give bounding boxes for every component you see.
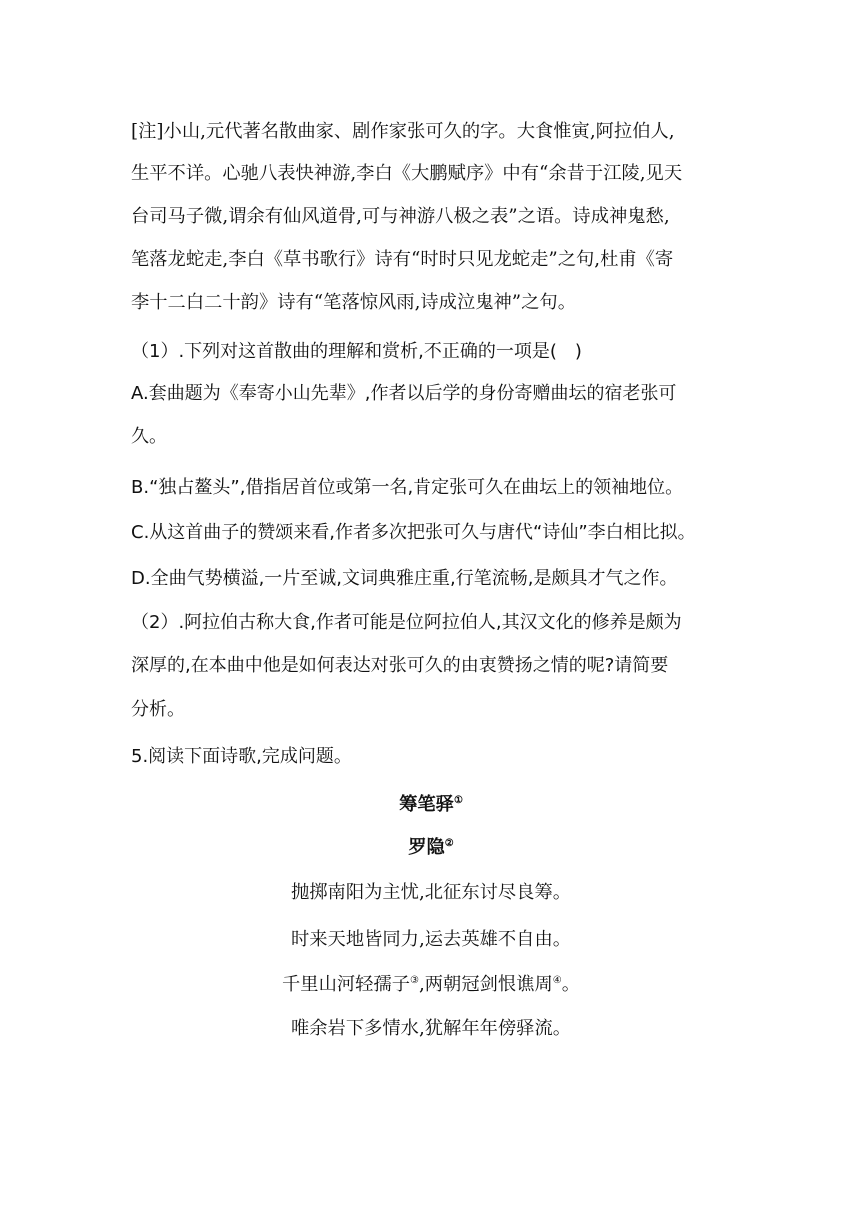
note-line-3: 台司马子微,谓余有仙风道骨,可与神游八极之表”之语。诗成神鬼愁, [131, 206, 670, 227]
poem-line-3-part-b: ,两朝冠剑恨谯周 [418, 974, 553, 995]
option-c: C.从这首曲子的赞颂来看,作者多次把张可久与唐代“诗仙”李白相比拟。 [131, 522, 696, 543]
question-1-stem: （1）.下列对这首散曲的理解和赏析,不正确的一项是( ) [131, 341, 582, 362]
poem-line-3-part-a: 千里山河轻孺子 [282, 974, 410, 995]
poem-line-2: 时来天地皆同力,运去英雄不自由。 [290, 929, 572, 950]
footnote-mark-3: ③ [409, 974, 419, 986]
option-a-line-2: 久。 [131, 426, 167, 447]
question-2-line-1: （2）.阿拉伯古称大食,作者可能是位阿拉伯人,其汉文化的修养是颇为 [131, 612, 682, 633]
poem-line-4: 唯余岩下多情水,犹解年年傍驿流。 [290, 1018, 572, 1039]
poem-title [131, 792, 731, 818]
option-a-line-1: A.套曲题为《奉寄小山先辈》,作者以后学的身份寄赠曲坛的宿老张可 [131, 383, 677, 404]
note-line-5: 李十二白二十韵》诗有“笔落惊风雨,诗成泣鬼神”之句。 [131, 292, 576, 313]
footnote-mark-4: ④ [552, 974, 562, 986]
poem-line-3 [131, 972, 731, 998]
footnote-mark-2: ② [444, 837, 454, 849]
question-2-line-2: 深厚的,在本曲中他是如何表达对张可久的由衷赞扬之情的呢?请简要 [131, 655, 669, 676]
poem-author-text: 罗隐 [408, 837, 445, 858]
poem-line-1: 抛掷南阳为主忧,北征东讨尽良筹。 [290, 882, 572, 903]
question-5-intro: 5.阅读下面诗歌,完成问题。 [131, 746, 352, 767]
note-line-2: 生平不详。心驰八表快神游,李白《大鹏赋序》中有“余昔于江陵,见天 [131, 163, 683, 184]
poem-author [131, 835, 731, 861]
question-2-line-3: 分析。 [131, 699, 185, 720]
note-line-4: 笔落龙蛇走,李白《草书歌行》诗有“时时只见龙蛇走”之句,杜甫《寄 [131, 249, 674, 270]
poem-line-3-part-c: 。 [561, 974, 580, 995]
poem-title-text: 筹笔驿 [399, 794, 454, 815]
footnote-mark-1: ① [453, 794, 463, 806]
option-b: B.“独占鳌头”,借指居首位或第一名,肯定张可久在曲坛上的领袖地位。 [131, 477, 684, 498]
option-d: D.全曲气势横溢,一片至诚,文词典雅庄重,行笔流畅,是颇具才气之作。 [131, 568, 678, 589]
note-line-1: [注]小山,元代著名散曲家、剧作家张可久的字。大食惟寅,阿拉伯人, [131, 121, 675, 142]
